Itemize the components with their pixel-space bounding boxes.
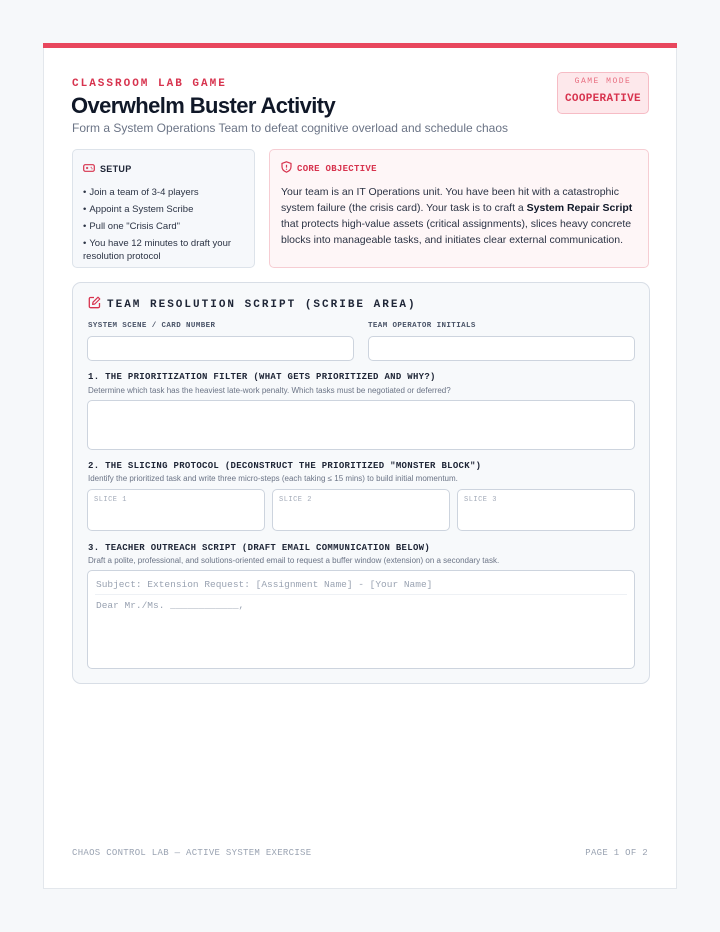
outreach-desc: Draft a polite, professional, and solutions-oriented email to request a buffer window (extension) on a secondary task. (88, 556, 500, 565)
slice-label: SLICE 2 (279, 496, 312, 504)
game-mode-value: COOPERATIVE (565, 93, 641, 105)
worksheet-page (43, 43, 677, 889)
prioritization-desc: Determine which task has the heaviest late-work penalty. Which tasks must be negotiated or deferred? (88, 386, 451, 395)
page-number: PAGE 1 OF 2 (585, 848, 648, 858)
slice-label: SLICE 3 (464, 496, 497, 504)
scene-input[interactable] (87, 336, 354, 361)
objective-text: Your team is an IT Operations unit. You have been hit with a catastrophic system failure (the crisis card). Your task is to craft a System Repair Script that protects high-value assets (critical assignments), slices heavy concrete blocks into manageable tasks, and initiates clear external communication. (281, 186, 633, 246)
email-greeting-placeholder: Dear Mr./Ms. ____________, (96, 600, 245, 611)
prioritization-textarea[interactable] (87, 400, 635, 450)
objective-card (269, 149, 649, 268)
footer-left: CHAOS CONTROL LAB — ACTIVE SYSTEM EXERCISE (72, 848, 312, 858)
list-item: • Appoint a System Scribe (83, 204, 194, 215)
gamepad-icon (83, 160, 95, 178)
scribe-area (72, 282, 650, 684)
game-mode-badge (557, 72, 649, 114)
scribe-title: TEAM RESOLUTION SCRIPT (SCRIBE AREA) (107, 299, 417, 311)
slice-1-input[interactable] (87, 489, 265, 531)
email-subject-placeholder: Subject: Extension Request: [Assignment Name] - [Your Name] (96, 579, 433, 590)
list-item: • Pull one "Crisis Card" (83, 221, 181, 232)
objective-heading: CORE OBJECTIVE (297, 164, 377, 174)
shield-icon (281, 160, 292, 178)
prioritization-heading: 1. THE PRIORITIZATION FILTER (WHAT GETS PRIORITIZED AND WHY?) (88, 372, 436, 382)
list-item: • You have 12 minutes to draft your resolution protocol (83, 238, 232, 262)
outreach-heading: 3. TEACHER OUTREACH SCRIPT (DRAFT EMAIL COMMUNICATION BELOW) (88, 543, 431, 553)
game-mode-label: GAME MODE (574, 77, 632, 86)
slicing-desc: Identify the prioritized task and write three micro-steps (each taking ≤ 15 mins) to build initial momentum. (88, 474, 458, 483)
page-title: Overwhelm Buster Activity (71, 93, 336, 118)
slice-3-input[interactable] (457, 489, 635, 531)
list-item: • Join a team of 3-4 players (83, 187, 199, 198)
setup-card (72, 149, 255, 268)
email-divider (95, 594, 627, 595)
page-subtitle: Form a System Operations Team to defeat cognitive overload and schedule chaos (72, 121, 509, 135)
scene-label: SYSTEM SCENE / CARD NUMBER (88, 322, 216, 330)
setup-list (83, 186, 244, 263)
accent-bar (43, 43, 677, 48)
eyebrow-label: CLASSROOM LAB GAME (72, 78, 227, 90)
slicing-heading: 2. THE SLICING PROTOCOL (DECONSTRUCT THE PRIORITIZED "MONSTER BLOCK") (88, 461, 482, 471)
setup-heading: SETUP (100, 164, 132, 174)
edit-icon (88, 296, 101, 314)
email-textarea[interactable] (87, 570, 635, 669)
slice-label: SLICE 1 (94, 496, 127, 504)
initials-label: TEAM OPERATOR INITIALS (368, 322, 476, 330)
slice-2-input[interactable] (272, 489, 450, 531)
initials-input[interactable] (368, 336, 635, 361)
